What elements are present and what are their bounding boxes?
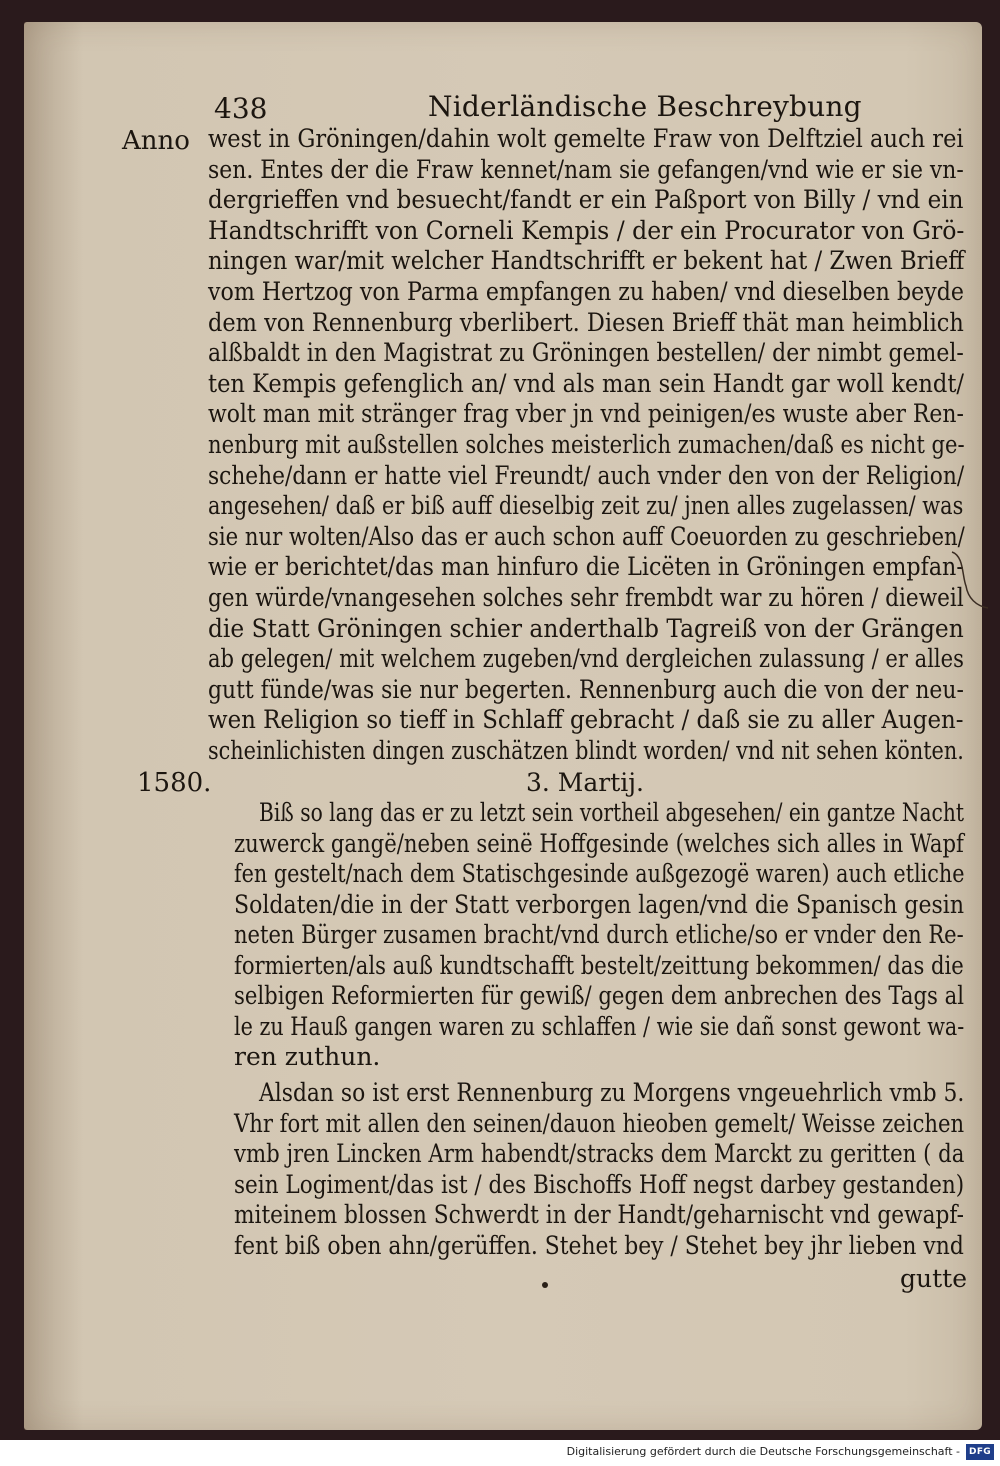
text-line: nenburg mit außstellen solches meisterlich zumachen/daß es nicht ge- [208, 430, 965, 459]
text-line: dem von Rennenburg vberlibert. Diesen Brieff thät man heimblich [208, 307, 964, 337]
text-line: selbigen Reformierten für gewiß/ gegen dem anbrechen des Tags al [234, 981, 965, 1010]
catchword: gutte [900, 1264, 967, 1293]
text-line: Alsdan so ist erst Rennenburg zu Morgens vngeuehrlich vmb 5. [259, 1078, 965, 1107]
margin-note-anno: Anno [122, 126, 190, 156]
text-line: angesehen/ daß er biß auff dieselbig zeit zu/ jnen alles zugelassen/ was [208, 491, 964, 521]
text-line: ab gelegen/ mit welchem zugeben/vnd dergleichen zulassung / er alles [208, 644, 964, 674]
text-line: fent biß oben ahn/gerüffen. Stehet bey / Stehet bey jhr lieben vnd [234, 1230, 964, 1260]
text-line: zuwerck gangë/neben seinë Hoffgesinde (welches sich alles in Wapf [234, 828, 964, 858]
text-line: miteinem blossen Schwerdt in der Handt/geharnischt vnd gewapf- [234, 1200, 964, 1229]
text-line: Handtschrifft von Corneli Kempis / der ein Procurator von Grö- [208, 215, 965, 245]
text-line: le zu Hauß gangen waren zu schlaffen / wie sie dañ sonst gewont wa- [234, 1011, 965, 1041]
signature-dot [542, 1282, 548, 1288]
text-line: sein Logiment/das ist / des Bischoffs Hoff negst darbey gestanden) [234, 1169, 965, 1199]
text-line: schehe/dann er hatte viel Freundt/ auch vnder den von der Religion/ [208, 460, 965, 490]
running-title: Niderländische Beschreybung [428, 90, 862, 123]
text-line: formierten/als auß kundtschafft bestelt/zeittung bekommen/ das die [234, 950, 964, 980]
text-line: Biß so lang das er zu letzt sein vortheil abgesehen/ ein gantze Nacht [259, 798, 964, 827]
text-line: neten Bürger zusamen bracht/vnd durch etliche/so er vnder den Re- [234, 920, 964, 949]
page-paper [24, 22, 982, 1430]
digitization-footer [0, 1440, 1000, 1466]
text-line: ren zuthun. [234, 1042, 381, 1071]
text-line: ten Kempis gefenglich an/ vnd als man sein Handt gar woll kendt/ [208, 368, 965, 398]
text-line: wen Religion so tieff in Schlaff gebracht / daß sie zu aller Augen- [208, 705, 964, 735]
text-line: gutt fünde/was sie nur begerten. Rennenburg auch die von der neu- [208, 674, 964, 704]
text-line: west in Gröningen/dahin wolt gemelte Fraw von Delftziel auch rei [208, 124, 964, 153]
margin-bracket-mark [950, 546, 990, 616]
text-line: die Statt Gröningen schier anderthalb Tagreiß von der Grängen [208, 613, 964, 643]
text-line: Vhr fort mit allen den seinen/dauon hieoben gemelt/ Weisse zeichen [234, 1108, 965, 1138]
text-line: alßbaldt in den Magistrat zu Gröningen bestellen/ der nimbt gemel- [208, 338, 964, 368]
text-line: vmb jren Lincken Arm habendt/stracks dem Marckt zu geritten ( da [234, 1139, 965, 1168]
text-line: gen würde/vnangesehen solches sehr frembdt war zu hören / dieweil [208, 583, 964, 612]
text-line: sie nur wolten/Also das er auch schon auff Coeuorden zu geschrieben/ [208, 521, 965, 551]
text-line: sen. Entes der die Fraw kennet/nam sie gefangen/vnd wie er sie vn- [208, 154, 964, 184]
text-line: scheinlichisten dingen zuschätzen blindt worden/ vnd nit sehen könten. [208, 736, 964, 765]
margin-note-year: 1580. [137, 768, 212, 798]
gutter-shadow [24, 22, 84, 1430]
text-line: vom Hertzog von Parma empfangen zu haben/ vnd dieselben beyde [208, 277, 964, 306]
page-number: 438 [214, 92, 268, 125]
dfg-logo: DFG [966, 1444, 994, 1460]
text-line: dergrieffen vnd besuecht/fandt er ein Paßport von Billy / vnd ein [208, 185, 964, 215]
text-line: ningen war/mit welcher Handtschrifft er bekent hat / Zwen Brieff [208, 246, 965, 276]
footer-credit: Digitalisierung gefördert durch die Deutsche Forschungsgemeinschaft - [566, 1445, 960, 1458]
text-line: fen gestelt/nach dem Statischgesinde außgezogë waren) auch etliche [234, 859, 965, 888]
date-heading: 3. Martij. [526, 768, 644, 797]
text-line: wie er berichtet/das man hinfuro die Licëten in Gröningen empfan- [208, 552, 964, 582]
text-line: wolt man mit stränger frag vber jn vnd peinigen/es wuste aber Ren- [208, 399, 964, 429]
text-line: Soldaten/die in der Statt verborgen lagen/vnd die Spanisch gesin [234, 889, 965, 919]
